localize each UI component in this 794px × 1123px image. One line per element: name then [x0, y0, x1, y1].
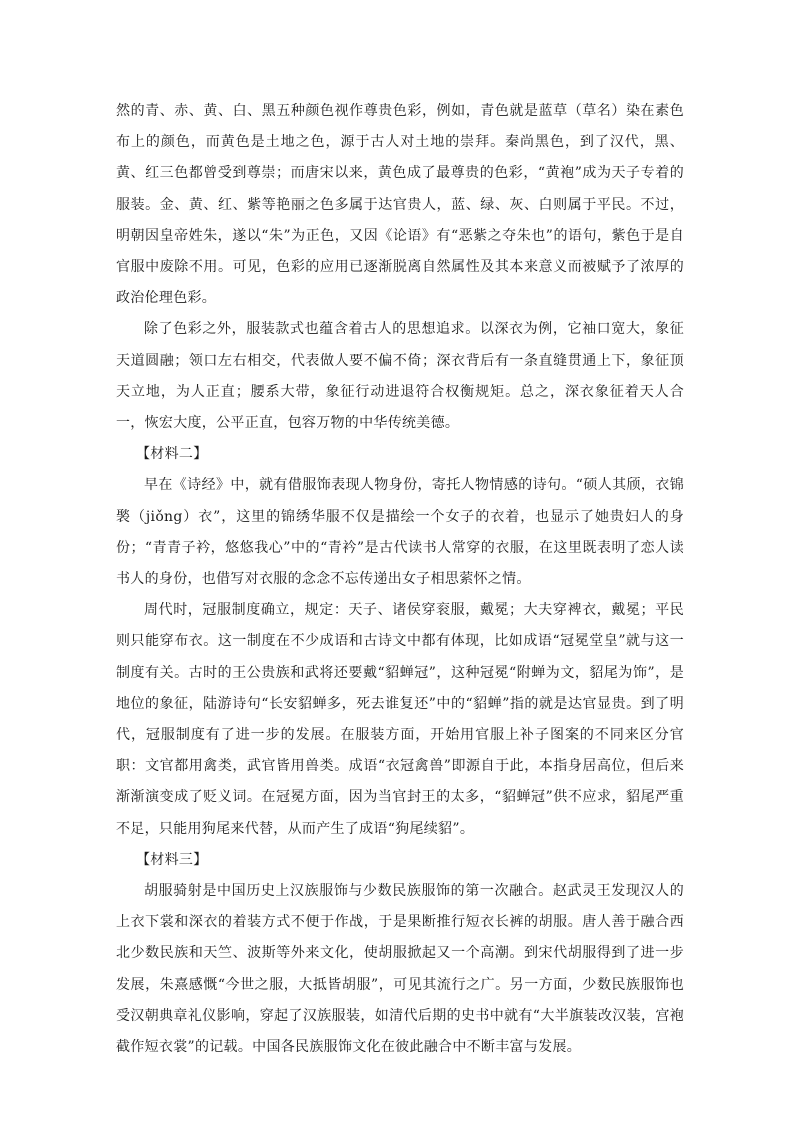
section-heading-material-two: 【材料二】	[136, 446, 208, 463]
paragraph-crown-system: 周代时，冠服制度确立，规定：天子、诸侯穿衮服，戴冕；大夫穿裨衣，戴冕；平民则只能穿布衣。这一制度在不少成语和古诗文中都有体现，比如成语“冠冕堂皇”就与这一制度有关。古时的王公贵族和武将还要戴“貂蝉冠”，这种冠冕“附蝉为文，貂尾为饰”，是地位的象征，陆游诗句“长安貂蝉多，死去谁复还”中的“貂蝉”指的就是达官显贵。到了明代，冠服制度有了进一步的发展。在服装方面，开始用官服上补子图案的不同来区分官职：文官都用禽类，武官皆用兽类。成语“衣冠禽兽”即源自于此，本指身居高位，但后来渐渐演变成了贬义词。在冠冕方面，因为当官封王的太多，“貂蝉冠”供不应求，貂尾严重不足，只能用狗尾来代替，从而产生了成语“狗尾续貂”。	[116, 602, 684, 837]
section-heading-material-three: 【材料三】	[136, 851, 208, 868]
paragraph-hufu-fusion: 胡服骑射是中国历史上汉族服饰与少数民族服饰的第一次融合。赵武灵王发现汉人的上衣下裳和深衣的着装方式不便于作战，于是果断推行短衣长裤的胡服。唐人善于融合西北少数民族和天竺、波斯等外来文化，使胡服掀起又一个高潮。到宋代胡服得到了进一步发展，朱熹感慨“今世之服，大抵皆胡服”，可见其流行之广。另一方面，少数民族服饰也受汉朝典章礼仪影响，穿起了汉族服装，如清代后期的史书中就有“大半旗装改汉装，宫袍截作短衣裳”的记载。中国各民族服饰文化在彼此融合中不断丰富与发展。	[116, 883, 684, 1056]
document-page	[116, 96, 684, 1063]
paragraph-shijing-clothing: 早在《诗经》中，就有借服饰表现人物身份，寄托人物情感的诗句。“硕人其颀，衣锦褧（jiǒng）衣”，这里的锦绣华服不仅是描绘一个女子的衣着，也显示了她贵妇人的身份；“青青子衿，悠悠我心”中的“青衿”是古代读书人常穿的衣服，在这里既表明了恋人读书人的身份，也借写对衣服的念念不忘传递出女子相思萦怀之情。	[116, 477, 684, 588]
paragraph-shenyi-style: 除了色彩之外，服装款式也蕴含着古人的思想追求。以深衣为例，它袖口宽大，象征天道圆融；领口左右相交，代表做人要不偏不倚；深衣背后有一条直缝贯通上下，象征顶天立地，为人正直；腰系大带，象征行动进退符合权衡规矩。总之，深衣象征着天人合一，恢宏大度，公平正直，包容万物的中华传统美德。	[116, 321, 684, 432]
paragraph-color-symbolism: 然的青、赤、黄、白、黑五种颜色视作尊贵色彩，例如，青色就是蓝草（草名）染在素色布上的颜色，而黄色是土地之色，源于古人对土地的崇拜。秦尚黑色，到了汉代，黑、黄、红三色都曾受到尊崇；而唐宋以来，黄色成了最尊贵的色彩，“黄袍”成为天子专着的服装。金、黄、红、紫等艳丽之色多属于达官贵人，蓝、绿、灰、白则属于平民。不过，明朝因皇帝姓朱，遂以“朱”为正色，又因《论语》有“恶紫之夺朱也”的语句，紫色于是自官服中废除不用。可见，色彩的应用已逐渐脱离自然属性及其本来意义而被赋予了浓厚的政治伦理色彩。	[116, 103, 684, 307]
